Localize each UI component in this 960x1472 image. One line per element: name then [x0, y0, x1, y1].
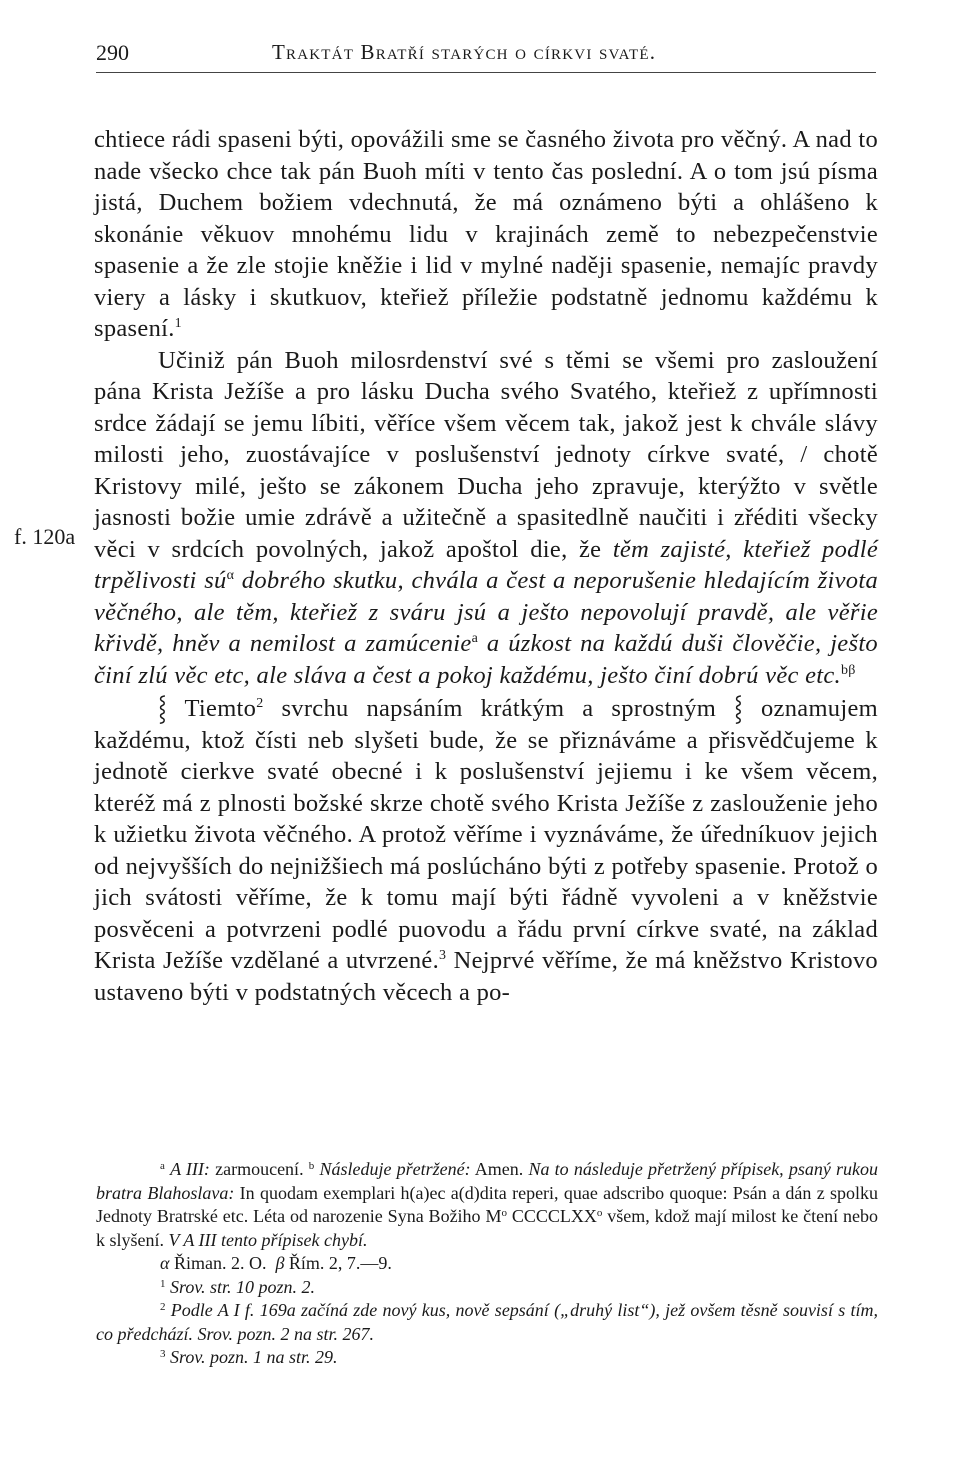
ref-b-beta: bβ [840, 662, 856, 678]
paragraph-3-text-c: Nejprvé věříme, že má kněžstvo Kristovo ustaveno býti v podstatných věcech a po- [94, 947, 878, 1006]
fn-3-mark: 3 [160, 1348, 166, 1360]
paragraph-3-text-b: svrchu napsáním krátkým a sprostným ⸾ oznamujem každému, ktož čísti neb slyšeti bude, že se přiznáváme a přisvědčujeme k jednotě cierkve svaté obecné i k poslušenství jejiemu i ke všem věcem, kteréž má z plnosti božské skrze chotě svého Krista Ježíše z zaslouženie jeho k užietku života věčného. A protož věříme i vyznáváme, že úředníkuov jejich od nejvyšších do nejnižšiech má poslúcháno býti z potřeby spasenie. Protož o jich svátosti věříme, že k tomu mají býti řádně vyvoleni a v kněžstvie posvěceni a potvrzeni podlé puovodu a řádu první církve svaté, na základ Krista Ježíše vzdělané a utvrzené. [94, 695, 878, 974]
running-title: Traktát Bratří starých o církvi svaté. [272, 40, 657, 64]
fn-b-latin: In quodam exemplari h(a)ec a(d)dita reperi, quae adscribo quoque: Psán a dán z spolku Jednoty Bratrské etc. Léta od narozenie Syna Božiho M [96, 1182, 878, 1226]
paragraph-1-text: chtiece rádi spaseni býti, opovážili sme se časného života pro věčný. A nad to nade všecko chce tak pán Buoh míti v tento čas poslední. A o tom jsú písma jistá, Duchem božiem vdechnutá, že má oznámeno býti a ohlášeno k skonánie věkuov mnohému lidu v krajinách země to nebezpečenstvie spasenie a že zle stojie kněžie i lid v mylné naději spasenie, nemajíc pravdy viery a lásky i skutkuov, kteřiež příležie podstatně jednomu každému k spasení. [94, 126, 878, 342]
paragraph-3-text-a: ⸾ Tiemto [158, 695, 257, 722]
main-text [94, 124, 878, 1008]
fn-a-text: zarmoucení. [215, 1159, 304, 1179]
paragraph-2 [94, 345, 878, 692]
fn-b-amen: Amen. [474, 1159, 524, 1179]
quote-text-c: dobrého skutku, chvála a čest a neporušenie hledajícím života věčného, ale těm, kteřiež z sváru jsú a ješto nepovolují pravdě, ale věřie křivdě, hněv a nemilost a zamúcenie [94, 567, 878, 657]
fn-b-end: V A III tento přípisek chybí. [168, 1229, 368, 1250]
fn-mark-b: b [308, 1160, 315, 1172]
ref-alpha-text: Řiman. 2. O. [173, 1253, 267, 1273]
fn-2-mark: 2 [160, 1301, 166, 1313]
fn-b-sup-2: o [596, 1207, 603, 1219]
fn-b-note: Následuje přetržené: [319, 1159, 471, 1179]
footnotes [96, 1158, 878, 1370]
header-rule [96, 72, 876, 73]
footnote-greek-refs [96, 1252, 878, 1276]
paragraph-2-text-a: Učiniž pán Buoh milosrdenství své s těmi se všemi pro zasloužení pána Krista Ježíše a pro lásku Ducha svého Svatého, kteřiež z upřímnosti srdce žádají se jemu líbiti, věříce všem věcem tak, jakož jest k chvále slávy milosti jeho, zuostávajíce v poslušenství jednoty církve svaté, / chotě Kristovy milé, ješto se zákonem Ducha jeho zpravuje, kterýžto v světle jasnosti božie umie zdrávě a užitečně a spasitedlně naučiti i zřéditi všecky věci v srdcích povolných, jakož apoštol die, že [94, 346, 878, 563]
footnote-ref-1: 1 [174, 316, 182, 331]
page-number: 290 [96, 40, 129, 65]
footnote-2 [96, 1299, 878, 1346]
fn-b-year: CCCCLXX [511, 1206, 597, 1226]
footnote-ref-2: 2 [256, 696, 264, 711]
fn-3-text: Srov. pozn. 1 na str. 29. [170, 1347, 338, 1367]
quote-text-d: a úzkost na každú duši člověčie, ješto činí zlú věc etc, ale sláva a čest a pokoj každému, ješto činí dobrú věc etc. [94, 630, 878, 689]
fn-a-source: A III: [170, 1159, 210, 1179]
fn-mark-a: a [160, 1160, 165, 1172]
fn-b-note-2: Na to následuje přetržený přípisek, psaný rukou bratra Blahoslava: [96, 1159, 879, 1203]
footnote-3 [96, 1346, 878, 1370]
fn-b-sup-1: o [501, 1207, 507, 1219]
ref-alpha: α [226, 568, 235, 583]
fn-2-text: Podle A I f. 169a začíná zde nový kus, nově sepsání („druhý list“), jež ovšem těsně souvisí s tím, co předchází. Srov. pozn. 2 na str. 267. [96, 1300, 879, 1344]
footnote-1 [96, 1276, 878, 1300]
page-header [0, 40, 960, 70]
quote-text-b: těm zajisté, kteřiež podlé trpělivosti sú [94, 535, 878, 594]
ref-beta-mark: β [275, 1253, 285, 1273]
ref-beta-text: Řím. 2, 7.—9. [288, 1253, 392, 1273]
margin-folio-note: f. 120a [14, 524, 76, 549]
fn-1-text: Srov. str. 10 pozn. 2. [170, 1276, 316, 1297]
footnote-a-b [96, 1158, 878, 1252]
ref-a: a [471, 631, 479, 646]
ref-alpha-mark: α [160, 1253, 170, 1273]
footnote-ref-3: 3 [439, 948, 447, 963]
fn-b-text: všem, kdož mají milost ke čtení nebo k slyšení. [96, 1206, 879, 1250]
paragraph-1 [94, 124, 878, 345]
paragraph-3 [94, 693, 878, 1008]
fn-1-mark: 1 [160, 1277, 166, 1290]
